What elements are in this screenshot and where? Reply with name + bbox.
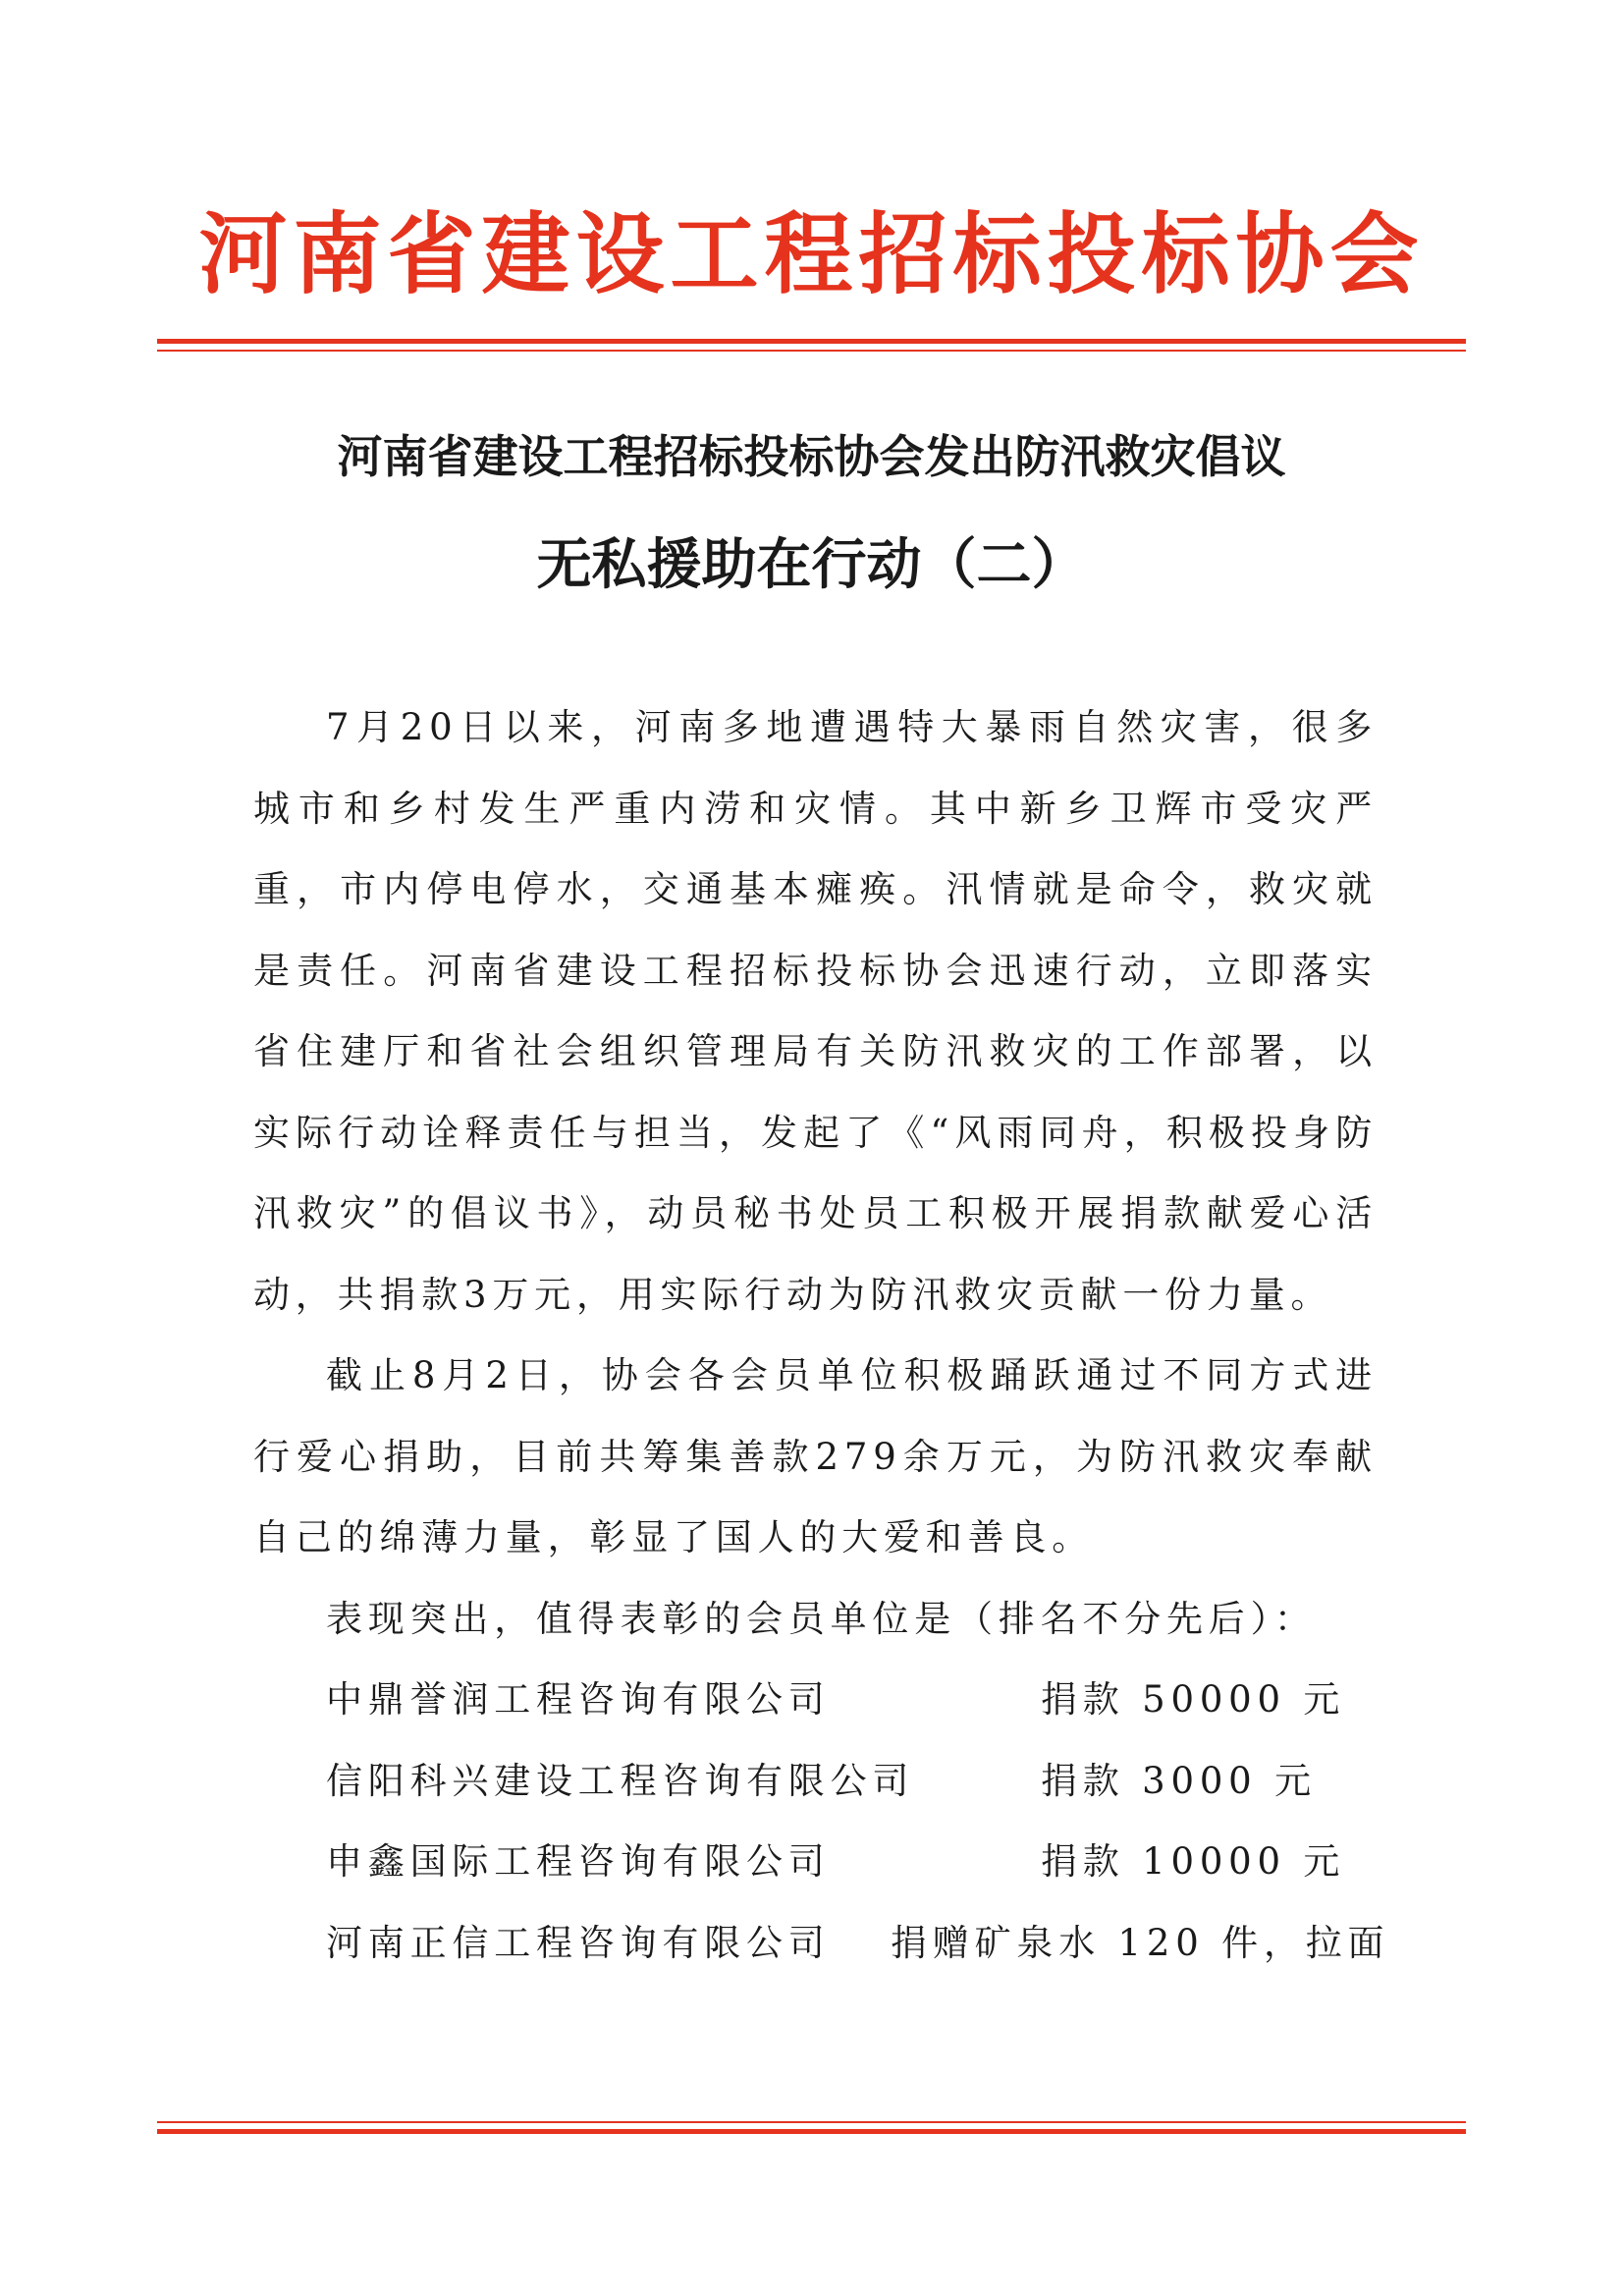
footer-rule-thin [157,2121,1466,2123]
donor-company: 中鼎誉润工程咨询有限公司 [326,1678,831,1721]
body-paragraph-1: 7月20日以来，河南多地遭遇特大暴雨自然灾害，很多城市和乡村发生严重内涝和灾情。其中新乡卫辉市受灾严重，市内停电停水，交通基本瘫痪。汛情就是命令，救灾就是责任。河南省建设工程招标投标协会迅速行动，立即落实省住建厅和省社会组织管理局有关防汛救灾的工作部署，以实际行动诠释责任与担当，发起了《“风雨同舟，积极投身防汛救灾”的倡议书》，动员秘书处员工积极开展捐款献爱心活动，共捐款3万元，用实际行动为防汛救灾贡献一份力量。 [253,706,1378,1316]
footer-rule-thick [157,2129,1466,2134]
donor-company: 信阳科兴建设工程咨询有限公司 [326,1759,915,1802]
letterhead-rule-thick [157,339,1466,344]
letterhead-rule-thin [157,350,1466,352]
article-body [253,687,1390,1984]
donor-amount: 捐赠矿泉水 120 件，拉面 [891,1921,1390,1964]
donor-row [253,1903,1390,1985]
donor-amount: 捐款 3000 元 [1041,1759,1317,1802]
donor-amount: 捐款 10000 元 [1041,1840,1346,1883]
donor-row [253,1741,1378,1823]
donor-company: 河南正信工程咨询有限公司 [326,1921,831,1964]
article-subtitle: 河南省建设工程招标投标协会发出防汛救灾倡议 [337,430,1286,483]
donor-row [253,1822,1378,1903]
donor-amount: 捐款 50000 元 [1041,1678,1346,1721]
article-title: 无私援助在行动（二） [536,532,1087,597]
donor-company: 申鑫国际工程咨询有限公司 [326,1840,831,1883]
donor-row [253,1660,1378,1741]
donor-list-intro: 表现突出，值得表彰的会员单位是（排名不分先后）： [326,1597,1317,1640]
letterhead-title: 河南省建设工程招标投标协会 [198,203,1425,306]
body-paragraph-2: 截止8月2日，协会各会员单位积极踊跃通过不同方式进行爱心捐助，目前共筹集善款279余万元，为防汛救灾奉献自己的绵薄力量，彰显了国人的大爱和善良。 [253,1354,1378,1558]
